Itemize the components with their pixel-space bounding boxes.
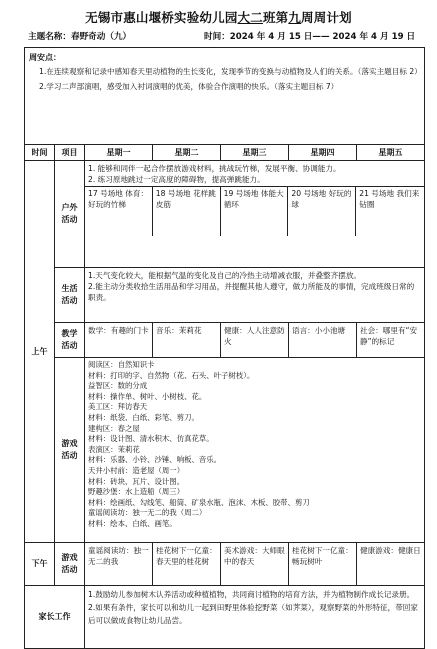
outdoor-days — [85, 186, 424, 236]
teaching-row — [25, 323, 425, 358]
game-line: 材料：绘本、白纸、画笔。 — [88, 518, 177, 528]
outdoor-content — [85, 161, 425, 268]
outdoor-monday: 17 号场地 体育：好玩的竹梯 — [85, 187, 153, 236]
afternoon-wednesday: 美术游戏：大师眼中的春天 — [221, 543, 289, 586]
afternoon-game-label — [55, 543, 85, 586]
afternoon-row — [25, 543, 425, 586]
title-class: 大二 — [237, 10, 263, 25]
outdoor-label-line2: 活动 — [61, 215, 78, 224]
teaching-label — [55, 323, 85, 358]
game-line: 材料：纸袋、白纸、彩笔、剪刀。 — [88, 412, 199, 422]
title-week-prefix: 班第 — [262, 10, 289, 25]
game-line: 童谣阅读坊：独一无二的我（周二） — [88, 508, 207, 518]
theme-name: 主题名称：春野奇动（九） — [28, 32, 132, 42]
header-thursday: 星期四 — [289, 145, 357, 161]
parents-label: 家长工作 — [25, 586, 85, 649]
outdoor-friday: 21 号场地 我们来钻圈 — [359, 189, 420, 209]
header-friday: 星期五 — [357, 145, 425, 161]
plan-table — [24, 47, 425, 649]
outdoor-goal-1: 1. 能够和同伴一起合作摆放游戏材料，挑战玩竹梯，发展平衡、协调能力。 — [88, 164, 341, 173]
teaching-wednesday: 健康：人人注意防火 — [221, 323, 289, 358]
document-title — [0, 8, 437, 26]
goal-item-2: 2.学习二声部演唱，感受加入衬词演唱的优美，体验合作演唱的快乐。（落实主题目标 7） — [39, 82, 339, 91]
header-monday: 星期一 — [85, 145, 153, 161]
game-label-line2: 活动 — [61, 451, 78, 460]
game-label-line1: 游戏 — [61, 439, 78, 448]
morning-label: 上午 — [25, 161, 55, 543]
game-line: 材料：乐器、小铃、沙锤、响板、音乐。 — [88, 455, 222, 465]
header-item: 项目 — [55, 145, 85, 161]
life-label-line1: 生活 — [61, 284, 78, 293]
parents-row — [25, 586, 425, 649]
outdoor-goal-2: 2. 练习原地跳过一定高度的障碍物，提高弹跳能力。 — [88, 175, 265, 184]
life-row — [25, 268, 425, 323]
parents-content — [85, 586, 425, 649]
afternoon-thursday: 桂花树下一亿童：畅玩树叶 — [289, 543, 357, 586]
outdoor-tuesday: 18 号场地 花样跳皮筋 — [153, 187, 221, 236]
game-line: 野趣沙堡：水上造船（周三） — [88, 487, 185, 497]
week-goals — [25, 48, 425, 145]
parents-item-2: 2.如果有条件，家长可以和幼儿一起到田野里体验挖野菜（如荠菜），观察野菜的外形特征，带回家后可以做成食物让幼儿品尝。 — [88, 603, 418, 625]
game-row — [25, 358, 425, 543]
game-line: 材料：砖块、瓦片、设计图。 — [88, 476, 185, 486]
afternoon-friday: 健康游戏：健康日 — [357, 543, 425, 586]
game-line: 材料：打印的字、自然物（花、石头、叶子树枝）。 — [88, 370, 255, 380]
life-item-2: 2.能主动分类收拾生活用品和学习用品，并提醒其他人遵守，做力所能及的事情，完成班级日常的职责。 — [88, 282, 415, 302]
game-line: 表演区：茉莉花 — [88, 444, 140, 454]
game-line: 天井小村前：造老屋（周一） — [88, 465, 185, 475]
teaching-label-line2: 活动 — [61, 341, 78, 350]
game-content — [85, 358, 425, 543]
goals-heading: 周安点： — [29, 53, 61, 62]
life-label-line2: 活动 — [61, 296, 78, 305]
outdoor-thursday: 20 号场地 好玩的球 — [288, 187, 356, 236]
life-item-1: 1.天气变化较大，能根据气温的变化及自己的冷热主动增减衣服，并叠整齐摆放。 — [88, 271, 362, 280]
game-line: 益智区：数的分成 — [88, 381, 148, 391]
header-tuesday: 星期二 — [153, 145, 221, 161]
goals-row — [25, 48, 425, 145]
afternoon-game-label-line1: 游戏 — [61, 553, 78, 562]
afternoon-game-label-line2: 活动 — [61, 565, 78, 574]
title-week-number: 九 — [288, 10, 302, 25]
teaching-monday: 数学：有趣的门卡 — [85, 323, 153, 358]
game-line: 阅读区：自然知识卡 — [88, 360, 155, 369]
afternoon-tuesday: 桂花树下一亿童：春天里的桂花树 — [153, 543, 221, 586]
afternoon-monday: 童谣阅读坊：独一无二的我 — [85, 543, 153, 586]
game-line: 材料：设计图、清水积木、仿真花草。 — [88, 434, 214, 444]
game-line: 美工区：拜访春天 — [88, 402, 148, 412]
outdoor-label-line1: 户外 — [61, 203, 78, 212]
afternoon-label: 下午 — [25, 543, 55, 586]
game-line: 材料：绘画纸、勾线笔、船筒、矿泉水瓶、泡沫、木板、胶带、剪刀 — [88, 497, 310, 507]
goal-item-1: 1.在连续观察和记录中感知春天里动植物的生长变化，发现季节的变换与动植物及人们的关系。（落实主题目标 2） — [39, 67, 422, 76]
date-range: 时间：2024 年 4 月 15 日—— 2024 年 4 月 19 日 — [204, 32, 416, 42]
life-content — [85, 268, 425, 323]
game-line: 建构区：春之屋 — [88, 423, 140, 433]
teaching-label-line1: 教学 — [61, 329, 78, 338]
outdoor-label — [55, 161, 85, 268]
outdoor-row — [25, 161, 425, 268]
game-label — [55, 358, 85, 543]
header-wednesday: 星期三 — [221, 145, 289, 161]
parents-item-1: 1.鼓励幼儿参加树木认养活动或种植植物，共同商讨植物的培育方法，并为植物制作成长记录册。 — [88, 590, 415, 599]
game-line: 材料：操作单、树叶、小树枝、花。 — [88, 391, 207, 401]
title-school: 无锡市惠山堰桥实验幼儿园 — [85, 10, 238, 25]
life-label — [55, 268, 85, 323]
teaching-friday: 社会：哪里有“安静”的标记 — [357, 323, 425, 358]
header-time: 时间 — [25, 145, 55, 161]
header-row — [25, 145, 425, 161]
teaching-thursday: 语言：小小池塘 — [289, 323, 357, 358]
outdoor-wednesday: 19 号场地 体能大循环 — [221, 187, 289, 236]
title-suffix: 周周计划 — [301, 10, 352, 25]
teaching-tuesday: 音乐：茉莉花 — [153, 323, 221, 358]
